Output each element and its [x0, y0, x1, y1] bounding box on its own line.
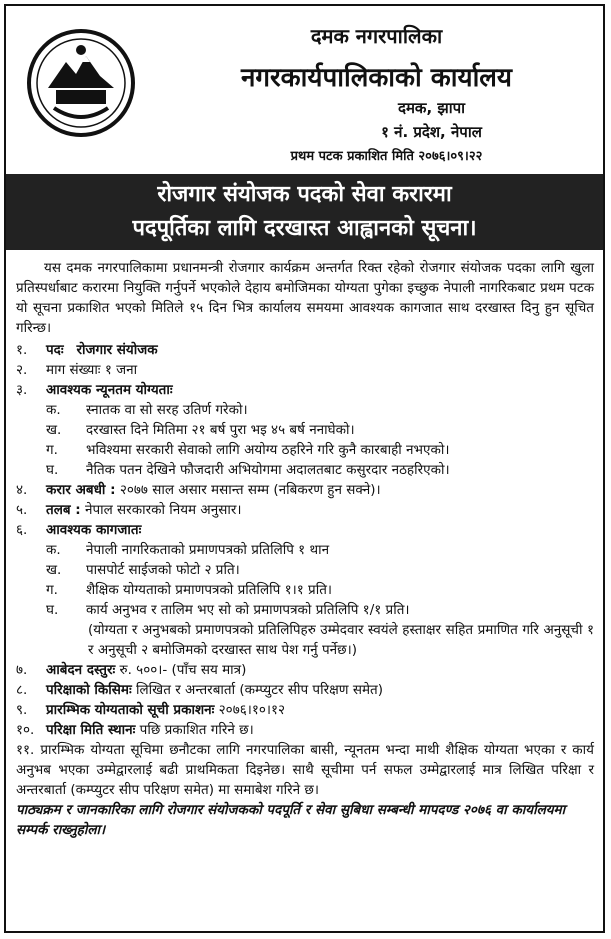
sub-text: स्नातक वा सो सरह उतिर्ण गरेको। — [86, 402, 248, 418]
header — [6, 6, 603, 168]
item-number: ३. — [16, 382, 28, 398]
item-number: ११. — [16, 742, 35, 758]
item-number: ९. — [16, 702, 28, 718]
item-value: पछि प्रकाशित गरिने छ। — [139, 722, 254, 738]
notice-title-banner — [6, 174, 603, 250]
publish-date: प्रथम पटक प्रकाशित मिति २०७६।०९।२२ — [290, 149, 483, 164]
item-number: ८. — [16, 682, 28, 698]
item-number: ४. — [16, 482, 28, 498]
sub-text: नैतिक पतन देखिने फौजदारी अभियोगमा अदालतबाट कसुरदार नठहरिएको। — [86, 462, 450, 478]
sub-letter: ख. — [46, 562, 62, 578]
intro-paragraph: यस दमक नगरपालिकामा प्रधानमन्त्री रोजगार कार्यक्रम अन्तर्गत रिक्त रहेको रोजगार संयोजक पदका लागि खुला प्रतिस्पर्धाबाट करारमा नियुक्ति गर्नुपर्ने भएकोले देहाय बमोजिमका योग्यता पुगेका इच्छुक नेपाली नागरिकबाट प्रथम पटक यो सूचना प्रकाशित भएको मितिले १५ दिन भित्र कार्यालय समयमा आवश्यक कागजात साथ दरखास्त दिनु हुन सूचित गरिन्छ। — [16, 260, 594, 336]
sub-letter: क. — [46, 402, 61, 418]
item-3 — [16, 380, 594, 400]
item-label: प्रारम्भिक योग्यताको सूची प्रकाशनः — [46, 702, 215, 718]
item-label: करार अबधी : — [46, 482, 116, 498]
sub-text: भविश्यमा सरकारी सेवाको लागि अयोग्य ठहरिने गरि कुनै कारबाही नभएको। — [86, 442, 450, 458]
item-label: पदः — [46, 342, 64, 358]
banner-line-1: रोजगार संयोजक पदको सेवा करारमा — [157, 182, 452, 207]
item-value: रोजगार संयोजक — [76, 342, 158, 358]
sub-item — [16, 440, 594, 460]
sub-text: कार्य अनुभव र तालिम भए सो को प्रमाणपत्रको प्रतिलिपि १/१ प्रति। — [86, 602, 410, 618]
item-label: परिक्षाको किसिमः — [46, 682, 132, 698]
province-line: १ नं. प्रदेश, नेपाल — [381, 123, 482, 141]
item-label: आवश्यक कागजातः — [46, 522, 142, 538]
sub-text: दरखास्त दिने मितिमा २१ बर्ष पुरा भइ ४५ बर्ष ननाघेको। — [86, 422, 355, 438]
item-label: तलब : — [46, 502, 81, 518]
item-value: रु. ५००।- (पाँच सय मात्र) — [119, 662, 247, 678]
notice-body — [16, 258, 594, 840]
item-number: ६. — [16, 522, 28, 538]
municipality-name: दमक नगरपालिका — [310, 24, 443, 48]
item-1 — [16, 340, 594, 360]
sub-text: शैक्षिक योग्यताको प्रमाणपत्रको प्रतिलिपि १।१ प्रति। — [86, 582, 333, 598]
item-label: आबेदन दस्तुरः — [46, 662, 116, 678]
sub-letter: ग. — [46, 442, 58, 458]
sub-letter: घ. — [46, 462, 59, 478]
government-emblem-icon — [26, 28, 136, 138]
item-value: नेपाल सरकारको नियम अनुसार। — [84, 502, 242, 518]
sub-text: नेपाली नागरिकताको प्रमाणपत्रको प्रतिलिपि १ थान — [86, 542, 330, 558]
banner-line-2: पदपूर्तिका लागि दरखास्त आह्वानको सूचना। — [132, 216, 477, 241]
item-label: माग संख्याः — [46, 362, 101, 378]
item-5 — [16, 500, 594, 520]
sub-letter: घ. — [46, 602, 59, 618]
item-number: ७. — [16, 662, 28, 678]
item-value: २०७६।१०।१२ — [218, 702, 286, 718]
item-label: परिक्षा मिति स्थानः — [46, 722, 136, 738]
sub-item — [16, 420, 594, 440]
item-11 — [16, 740, 594, 800]
documents-note: (योग्यता र अनुभबको प्रमाणपत्रको प्रतिलिपिहरु उम्मेदवार स्वयंले हस्ताक्षर सहित प्रमाणित गरि अनुसूची १ र अनुसूची २ बमोजिमको दरखास्त साथ पेश गर्नु पर्नेछ।) — [88, 622, 594, 658]
item-value: १ जना — [104, 362, 138, 378]
item-number: २. — [16, 362, 28, 378]
item-number: १०. — [16, 722, 35, 738]
sub-item — [16, 600, 594, 620]
sub-item — [16, 540, 594, 560]
item-value: २०७७ साल असार मसान्त सम्म (नबिकरण हुन सक्ने)। — [119, 482, 381, 498]
item-value: लिखित र अन्तरबार्ता (कम्प्युटर सीप परिक्षण समेत) — [136, 682, 383, 698]
item-9 — [16, 700, 594, 720]
item-10 — [16, 720, 594, 740]
office-name: नगरकार्यपालिकाको कार्यालय — [240, 63, 513, 93]
item-label: आवश्यक न्यूनतम योग्यताः — [46, 382, 173, 398]
item-number: १. — [16, 342, 28, 358]
item-7 — [16, 660, 594, 680]
closing-note: पाठ्यक्रम र जानकारिका लागि रोजगार संयोजकको पदपूर्ति र सेवा सुबिधा सम्बन्धी मापदण्ड २०७६ वा कार्यालयमा सम्पर्क राख्नुहोला। — [16, 802, 566, 838]
item-2 — [16, 360, 594, 380]
item-number: ५. — [16, 502, 28, 518]
sub-item — [16, 400, 594, 420]
sub-item — [16, 560, 594, 580]
item-4 — [16, 480, 594, 500]
item-6 — [16, 520, 594, 540]
notice-frame — [4, 4, 605, 933]
address-line: दमक, झापा — [397, 99, 465, 117]
item-text: प्रारम्भिक योग्यता सूचिमा छनौटका लागि नगरपालिका बासी, न्यूनतम भन्दा माथी शैक्षिक योग्यता भएका र कार्य अनुभब भएका उम्मेद्वारलाई बढी प्राथमिकता दिइनेछ। साथै सूचीमा पर्न सफल उम्मेद्वारलाई मात्र लिखित परिक्षा र अन्तरबार्ता (कम्प्युटर सीप परिक्षण समेत) मा समाबेश गरिने छ। — [16, 742, 594, 798]
item-8 — [16, 680, 594, 700]
sub-text: पासपोर्ट साईजको फोटो २ प्रति। — [86, 562, 240, 578]
sub-item — [16, 580, 594, 600]
sub-item — [16, 460, 594, 480]
sub-letter: ग. — [46, 582, 58, 598]
sub-letter: क. — [46, 542, 61, 558]
sub-letter: ख. — [46, 422, 62, 438]
